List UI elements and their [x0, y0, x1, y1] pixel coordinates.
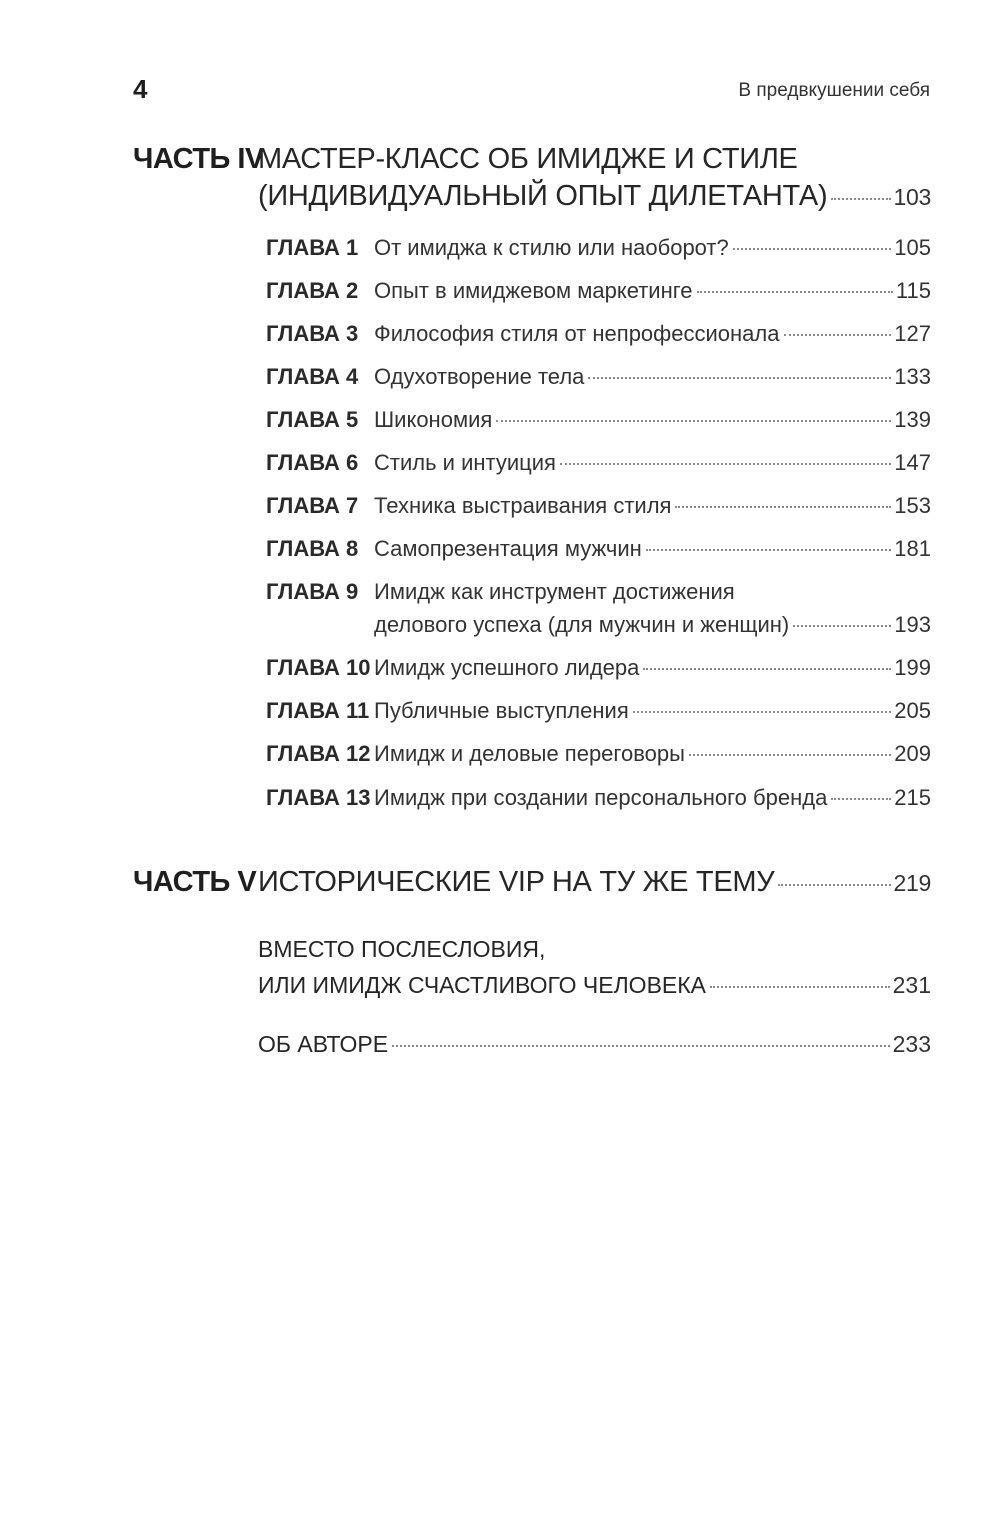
chapter-title: Философия стиля от непрофессионала — [374, 321, 780, 346]
page-ref: 103 — [893, 184, 931, 210]
toc-entry-chapter-3[interactable] — [374, 321, 931, 347]
chapter-label: ГЛАВА 6 — [266, 450, 359, 475]
dot-leader — [733, 248, 892, 250]
part-4-title-line1: МАСТЕР-КЛАСС ОБ ИМИДЖЕ И СТИЛЕ — [258, 143, 798, 175]
page-ref: 181 — [894, 536, 931, 561]
page-ref: 233 — [892, 1031, 931, 1057]
running-title: В предвкушении себя — [738, 80, 930, 101]
chapter-title: Имидж при создании персонального бренда — [374, 785, 828, 810]
toc-entry-part-4[interactable] — [258, 180, 931, 213]
page-ref: 199 — [894, 655, 931, 680]
chapter-label: ГЛАВА 3 — [266, 321, 359, 346]
chapter-label: ГЛАВА 11 — [266, 698, 370, 723]
toc-entry-chapter-1[interactable] — [374, 235, 931, 261]
chapter-label: ГЛАВА 8 — [266, 536, 359, 561]
page-ref: 115 — [895, 278, 931, 303]
page-ref: 105 — [894, 235, 931, 260]
afterword-title-line2: ИЛИ ИМИДЖ СЧАСТЛИВОГО ЧЕЛОВЕКА — [258, 972, 706, 998]
dot-leader — [784, 334, 892, 336]
chapter-label: ГЛАВА 13 — [266, 785, 371, 810]
toc-entry-chapter-13[interactable] — [374, 785, 931, 811]
dot-leader — [496, 420, 891, 422]
chapter-title: Самопрезентация мужчин — [374, 536, 642, 561]
page-ref: 205 — [894, 698, 931, 723]
afterword-title-line1: ВМЕСТО ПОСЛЕСЛОВИЯ, — [258, 936, 546, 962]
toc-entry-part-5[interactable] — [258, 866, 931, 899]
chapter-title: Стиль и интуиция — [374, 450, 556, 475]
page-ref: 127 — [894, 321, 931, 346]
page-ref: 153 — [894, 493, 931, 518]
page-ref: 133 — [894, 364, 931, 389]
dot-leader — [646, 549, 891, 551]
page-ref: 209 — [894, 741, 931, 766]
chapter-title: Имидж успешного лидера — [374, 655, 640, 680]
dot-leader — [697, 291, 893, 293]
part-5-label: ЧАСТЬ V — [133, 866, 257, 898]
toc-entry-chapter-5[interactable] — [374, 407, 931, 433]
toc-entry-about-author[interactable] — [258, 1031, 931, 1058]
chapter-title: Одухотворение тела — [374, 364, 585, 389]
chapter-label: ГЛАВА 7 — [266, 493, 359, 518]
dot-leader — [643, 668, 891, 670]
toc-entry-chapter-12[interactable] — [374, 741, 931, 767]
dot-leader — [588, 377, 891, 379]
part-4-title-line2: (ИНДИВИДУАЛЬНЫЙ ОПЫТ ДИЛЕТАНТА) — [258, 180, 828, 212]
chapter-title: Шикономия — [374, 407, 493, 432]
page-ref: 219 — [893, 870, 931, 896]
chapter-label: ГЛАВА 5 — [266, 407, 359, 432]
toc-entry-chapter-10[interactable] — [374, 655, 931, 681]
dot-leader — [675, 506, 891, 508]
page-ref: 147 — [894, 450, 931, 475]
chapter-title: Техника выстраивания стиля — [374, 493, 672, 518]
page-ref: 193 — [894, 612, 931, 637]
toc-entry-chapter-8[interactable] — [374, 536, 931, 562]
chapter-title: Имидж и деловые переговоры — [374, 741, 685, 766]
toc-entry-afterword[interactable] — [258, 972, 931, 999]
toc-entry-chapter-6[interactable] — [374, 450, 931, 476]
dot-leader — [831, 798, 891, 800]
chapter-label: ГЛАВА 9 — [266, 579, 359, 604]
dot-leader — [689, 754, 891, 756]
part-4-label: ЧАСТЬ IV — [133, 143, 264, 175]
chapter-title: Публичные выступления — [374, 698, 629, 723]
page-ref: 215 — [894, 785, 931, 810]
dot-leader — [710, 986, 890, 988]
part-5-title: ИСТОРИЧЕСКИЕ VIP НА ТУ ЖЕ ТЕМУ — [258, 866, 775, 898]
chapter-title-line1: Имидж как инструмент достижения — [374, 579, 735, 604]
chapter-label: ГЛАВА 2 — [266, 278, 359, 303]
chapter-label: ГЛАВА 10 — [266, 655, 371, 680]
page-ref: 231 — [892, 972, 931, 998]
dot-leader — [793, 625, 891, 627]
dot-leader — [831, 198, 890, 200]
about-author-title: ОБ АВТОРЕ — [258, 1031, 389, 1057]
dot-leader — [560, 463, 891, 465]
toc-entry-chapter-11[interactable] — [374, 698, 931, 724]
toc-entry-chapter-4[interactable] — [374, 364, 931, 390]
dot-leader — [392, 1045, 890, 1047]
dot-leader — [633, 711, 892, 713]
chapter-label: ГЛАВА 1 — [266, 235, 359, 260]
chapter-label: ГЛАВА 4 — [266, 364, 359, 389]
chapter-title-line2: делового успеха (для мужчин и женщин) — [374, 612, 790, 637]
toc-entry-chapter-7[interactable] — [374, 493, 931, 519]
page-number: 4 — [133, 74, 148, 104]
chapter-title: От имиджа к стилю или наоборот? — [374, 235, 729, 260]
toc-entry-chapter-2[interactable] — [374, 278, 931, 304]
chapter-label: ГЛАВА 12 — [266, 741, 371, 766]
chapter-title: Опыт в имиджевом маркетинге — [374, 278, 693, 303]
dot-leader — [778, 884, 890, 886]
page-ref: 139 — [894, 407, 931, 432]
toc-entry-chapter-9[interactable] — [374, 612, 931, 638]
